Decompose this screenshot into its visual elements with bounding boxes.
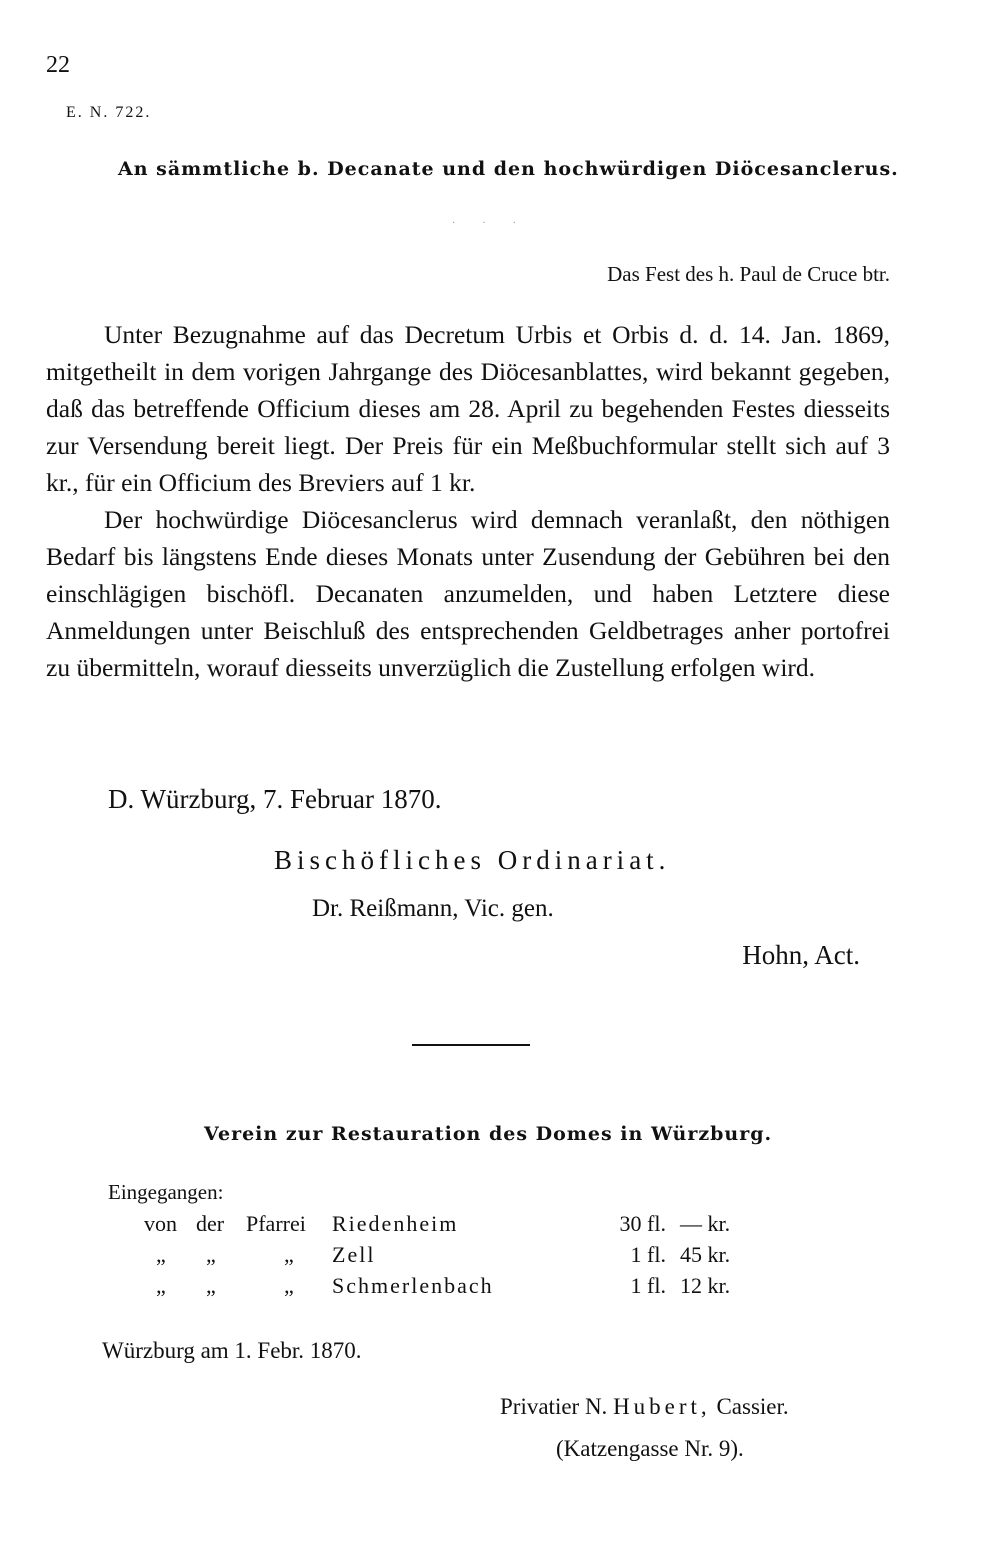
decree-body — [46, 316, 890, 686]
issuing-authority: Bischöfliches Ordinariat. — [274, 845, 671, 875]
page-number: 22 — [46, 52, 70, 78]
association-title: Verein zur Restauration des Domes in Würzburg. — [204, 1123, 773, 1145]
cashier-title: Privatier N. — [500, 1394, 608, 1419]
cashier-address: (Katzengasse Nr. 9). — [556, 1436, 744, 1461]
parish-word: Pfarrei — [246, 1211, 306, 1236]
paragraph: Unter Bezugnahme auf das Decretum Urbis et Orbis d. d. 14. Jan. 1869, mitgetheilt in dem vorigen Jahrgange des Diöcesanblattes, wird bekannt gegeben, daß das betreffende Officium dieses am 28. April zu begehenden Festes diesseits zur Versendung bereit liegt. Der Preis für ein Meßbuchformular stellt sich auf 3 kr., für ein Officium des Breviers auf 1 kr. — [46, 320, 890, 497]
amount-florin: 30 fl. — [619, 1211, 666, 1236]
clerk-signature: Hohn, Act. — [742, 940, 860, 970]
signatory: Dr. Reißmann, Vic. gen. — [312, 895, 554, 922]
subject-line: Das Fest des h. Paul de Cruce btr. — [607, 262, 890, 286]
parish-name: Riedenheim — [332, 1211, 459, 1236]
donation-row — [0, 1242, 1000, 1272]
place-date: D. Würzburg, 7. Februar 1870. — [108, 784, 442, 814]
parish-name: Schmerlenbach — [332, 1273, 494, 1298]
ditto-mark: „ — [206, 1242, 216, 1267]
address-line: An sämmtliche b. Decanate und den hochwürdigen Diöcesanclerus. — [118, 158, 899, 180]
ditto-mark: „ — [206, 1273, 216, 1298]
cashier-role: Cassier. — [716, 1394, 789, 1419]
cashier-signature — [500, 1394, 789, 1420]
preposition: von — [144, 1211, 177, 1236]
received-label: Eingegangen: — [108, 1180, 224, 1204]
article: der — [196, 1211, 225, 1236]
ditto-mark: „ — [156, 1273, 166, 1298]
ditto-mark: „ — [284, 1242, 294, 1267]
closing-date: Würzburg am 1. Febr. 1870. — [102, 1338, 362, 1363]
amount-kreuzer: 45 kr. — [680, 1242, 731, 1267]
amount-kreuzer: 12 kr. — [680, 1273, 731, 1298]
decorative-dots: · · · — [452, 218, 528, 229]
reference-number: E. N. 722. — [66, 104, 152, 121]
ditto-mark: „ — [156, 1242, 166, 1267]
cashier-name: Hubert, — [613, 1394, 711, 1419]
amount-florin: 1 fl. — [630, 1242, 666, 1267]
section-divider — [412, 1044, 530, 1046]
paragraph: Der hochwürdige Diöcesanclerus wird demnach veranlaßt, den nöthigen Bedarf bis längstens Ende dieses Monats unter Zusendung der Gebühren bei den einschlägigen bischöfl. Decanaten anzumelden, und haben Letztere diese Anmeldungen unter Beischluß des entsprechenden Geldbetrages anher portofrei zu übermitteln, worauf diesseits unverzüglich die Zustellung erfolgen wird. — [46, 505, 890, 682]
ditto-mark: „ — [284, 1273, 294, 1298]
donation-row — [0, 1273, 1000, 1303]
amount-kreuzer: — kr. — [680, 1211, 731, 1236]
donation-row — [0, 1211, 1000, 1241]
parish-name: Zell — [332, 1242, 376, 1267]
amount-florin: 1 fl. — [630, 1273, 666, 1298]
